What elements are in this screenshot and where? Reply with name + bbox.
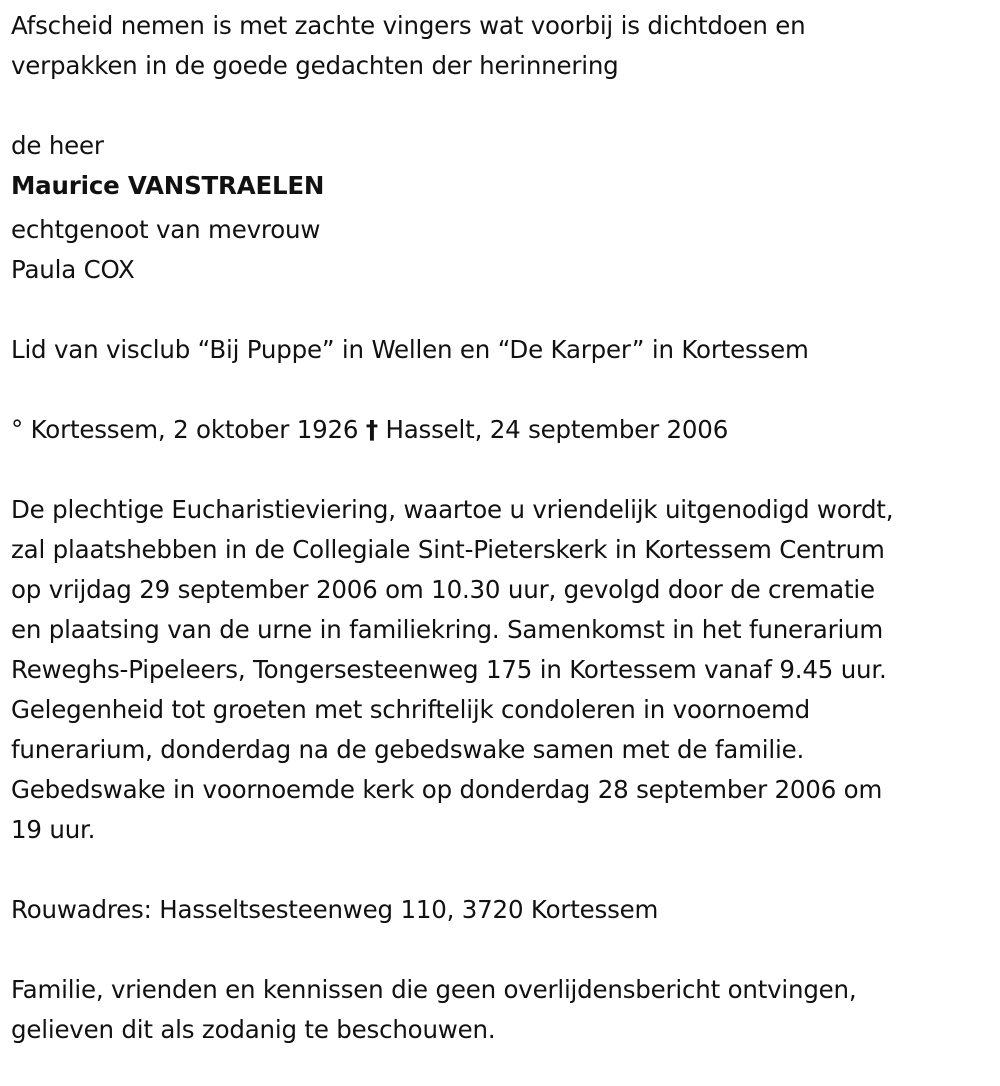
ceremony-line: 19 uur. [11, 815, 96, 844]
spacer [11, 850, 991, 890]
person-title: de heer [11, 131, 104, 160]
spacer [11, 930, 991, 970]
spouse-name: Paula COX [11, 255, 135, 284]
ceremony-line: funerarium, donderdag na de gebedswake samen met de familie. [11, 735, 805, 764]
quote [11, 6, 991, 86]
ceremony-line: op vrijdag 29 september 2006 om 10.30 uur, gevolgd door de crematie [11, 575, 875, 604]
closing-line: Familie, vrienden en kennissen die geen overlijdensbericht ontvingen, [11, 975, 857, 1004]
death-notice [11, 6, 991, 1050]
person-name: Maurice VANSTRAELEN [11, 171, 325, 200]
quote-line: verpakken in de goede gedachten der herinnering [11, 51, 619, 80]
ceremony-line: Gelegenheid tot groeten met schriftelijk condoleren in voornoemd [11, 695, 811, 724]
closing-paragraph [11, 970, 991, 1050]
cross-icon: † [365, 415, 378, 444]
person-relation: echtgenoot van mevrouw [11, 215, 321, 244]
closing-line: gelieven dit als zodanig te beschouwen. [11, 1015, 496, 1044]
life-dates [11, 410, 991, 450]
death-info: Hasselt, 24 september 2006 [385, 415, 729, 444]
mourning-address: Rouwadres: Hasseltsesteenweg 110, 3720 Kortessem [11, 895, 659, 924]
spacer [11, 290, 991, 330]
ceremony-paragraph [11, 490, 991, 850]
birth-info: ° Kortessem, 2 oktober 1926 [11, 415, 359, 444]
spacer [11, 86, 991, 126]
quote-line: Afscheid nemen is met zachte vingers wat voorbij is dichtdoen en [11, 11, 806, 40]
ceremony-line: De plechtige Eucharistieviering, waartoe u vriendelijk uitgenodigd wordt, [11, 495, 894, 524]
membership-text: Lid van visclub “Bij Puppe” in Wellen en “De Karper” in Kortessem [11, 335, 809, 364]
ceremony-line: zal plaatshebben in de Collegiale Sint-Pieterskerk in Kortessem Centrum [11, 535, 885, 564]
ceremony-line: Reweghs-Pipeleers, Tongersesteenweg 175 in Kortessem vanaf 9.45 uur. [11, 655, 887, 684]
ceremony-line: Gebedswake in voornoemde kerk op donderdag 28 september 2006 om [11, 775, 883, 804]
spacer [11, 450, 991, 490]
ceremony-line: en plaatsing van de urne in familiekring. Samenkomst in het funerarium [11, 615, 884, 644]
spacer [11, 370, 991, 410]
